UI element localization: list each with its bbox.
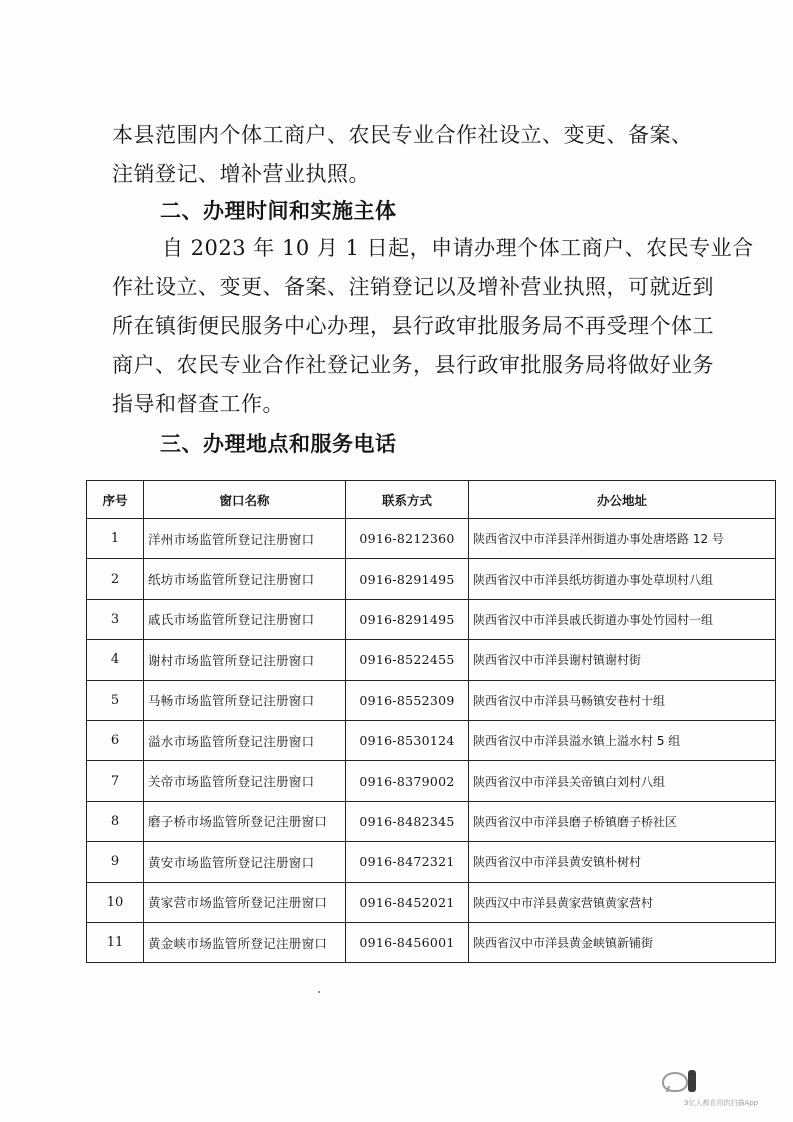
intro-paragraph [112, 116, 740, 194]
phone-number: 0916-8291495 [346, 559, 469, 599]
section-heading-location: 三、办理地点和服务电话 [160, 432, 397, 456]
row-number: 6 [87, 720, 144, 760]
scan-speck [318, 991, 320, 993]
office-address: 陕西省汉中市洋县洋州街道办事处唐塔路 12 号 [469, 519, 776, 559]
row-number: 4 [87, 640, 144, 680]
office-address: 陕西省汉中市洋县磨子桥镇磨子桥社区 [469, 801, 776, 841]
phone-number: 0916-8212360 [346, 519, 469, 559]
table-row [87, 640, 776, 680]
office-address: 陕西汉中市洋县黄家营镇黄家营村 [469, 882, 776, 922]
window-name: 黄安市场监管所登记注册窗口 [144, 842, 346, 882]
wechat-bubble-icon [662, 1072, 688, 1092]
header-window-name: 窗口名称 [144, 481, 346, 519]
office-address: 陕西省汉中市洋县关帝镇白刘村八组 [469, 761, 776, 801]
table-row [87, 922, 776, 962]
table-row [87, 720, 776, 760]
office-address: 陕西省汉中市洋县黄金峡镇新铺街 [469, 922, 776, 962]
phone-number: 0916-8482345 [346, 801, 469, 841]
row-number: 8 [87, 801, 144, 841]
phone-number: 0916-8530124 [346, 720, 469, 760]
paragraph-line: 本县范围内个体工商户、农民专业合作社设立、变更、备案、 [112, 123, 693, 147]
scanner-watermark [644, 1072, 784, 1114]
watermark-subtitle: 3亿人都在用的扫描App [684, 1099, 759, 1107]
table-row [87, 599, 776, 639]
phone-number: 0916-8472321 [346, 842, 469, 882]
paragraph-line: 所在镇街便民服务中心办理，县行政审批服务局不再受理个体工 [112, 314, 714, 338]
row-number: 10 [87, 882, 144, 922]
phone-number: 0916-8552309 [346, 680, 469, 720]
office-address: 陕西省汉中市洋县马畅镇安巷村十组 [469, 680, 776, 720]
paragraph-line: 注销登记、增补营业执照。 [112, 162, 370, 186]
window-name: 磨子桥市场监管所登记注册窗口 [144, 801, 346, 841]
table-row [87, 680, 776, 720]
window-name: 黄金峡市场监管所登记注册窗口 [144, 922, 346, 962]
phone-number: 0916-8452021 [346, 882, 469, 922]
section-heading-time: 二、办理时间和实施主体 [160, 199, 397, 223]
header-address: 办公地址 [469, 481, 776, 519]
row-number: 5 [87, 680, 144, 720]
window-name: 谢村市场监管所登记注册窗口 [144, 640, 346, 680]
table-row [87, 842, 776, 882]
paragraph-line: 作社设立、变更、备案、注销登记以及增补营业执照，可就近到 [112, 275, 714, 299]
row-number: 3 [87, 599, 144, 639]
window-name: 溢水市场监管所登记注册窗口 [144, 720, 346, 760]
header-contact: 联系方式 [346, 481, 469, 519]
window-name: 关帝市场监管所登记注册窗口 [144, 761, 346, 801]
window-name: 黄家营市场监管所登记注册窗口 [144, 882, 346, 922]
office-address: 陕西省汉中市洋县黄安镇朴树村 [469, 842, 776, 882]
row-number: 2 [87, 559, 144, 599]
row-number: 9 [87, 842, 144, 882]
window-name: 戚氏市场监管所登记注册窗口 [144, 599, 346, 639]
phone-number: 0916-8522455 [346, 640, 469, 680]
phone-number: 0916-8456001 [346, 922, 469, 962]
office-address: 陕西省汉中市洋县溢水镇上溢水村 5 组 [469, 720, 776, 760]
window-name: 马畅市场监管所登记注册窗口 [144, 680, 346, 720]
row-number: 1 [87, 519, 144, 559]
phone-number: 0916-8291495 [346, 599, 469, 639]
office-address: 陕西省汉中市洋县戚氏街道办事处竹园村一组 [469, 599, 776, 639]
watermark-logo [688, 1070, 696, 1092]
paragraph-line: 自 2023 年 10 月 1 日起，申请办理个体工商户、农民专业合 [162, 236, 754, 260]
phone-number: 0916-8379002 [346, 761, 469, 801]
window-name: 纸坊市场监管所登记注册窗口 [144, 559, 346, 599]
office-address: 陕西省汉中市洋县谢村镇谢村街 [469, 640, 776, 680]
header-no: 序号 [87, 481, 144, 519]
time-paragraph [112, 229, 754, 424]
row-number: 7 [87, 761, 144, 801]
paragraph-line: 商户、农民专业合作社登记业务，县行政审批服务局将做好业务 [112, 353, 714, 377]
row-number: 11 [87, 922, 144, 962]
office-address: 陕西省汉中市洋县纸坊街道办事处草坝村八组 [469, 559, 776, 599]
table-row [87, 882, 776, 922]
window-name: 洋州市场监管所登记注册窗口 [144, 519, 346, 559]
table-header-row [87, 481, 776, 519]
table-row [87, 559, 776, 599]
service-window-table [86, 480, 776, 963]
table-row [87, 801, 776, 841]
table-row [87, 519, 776, 559]
table-row [87, 761, 776, 801]
paragraph-line: 指导和督查工作。 [112, 392, 284, 416]
